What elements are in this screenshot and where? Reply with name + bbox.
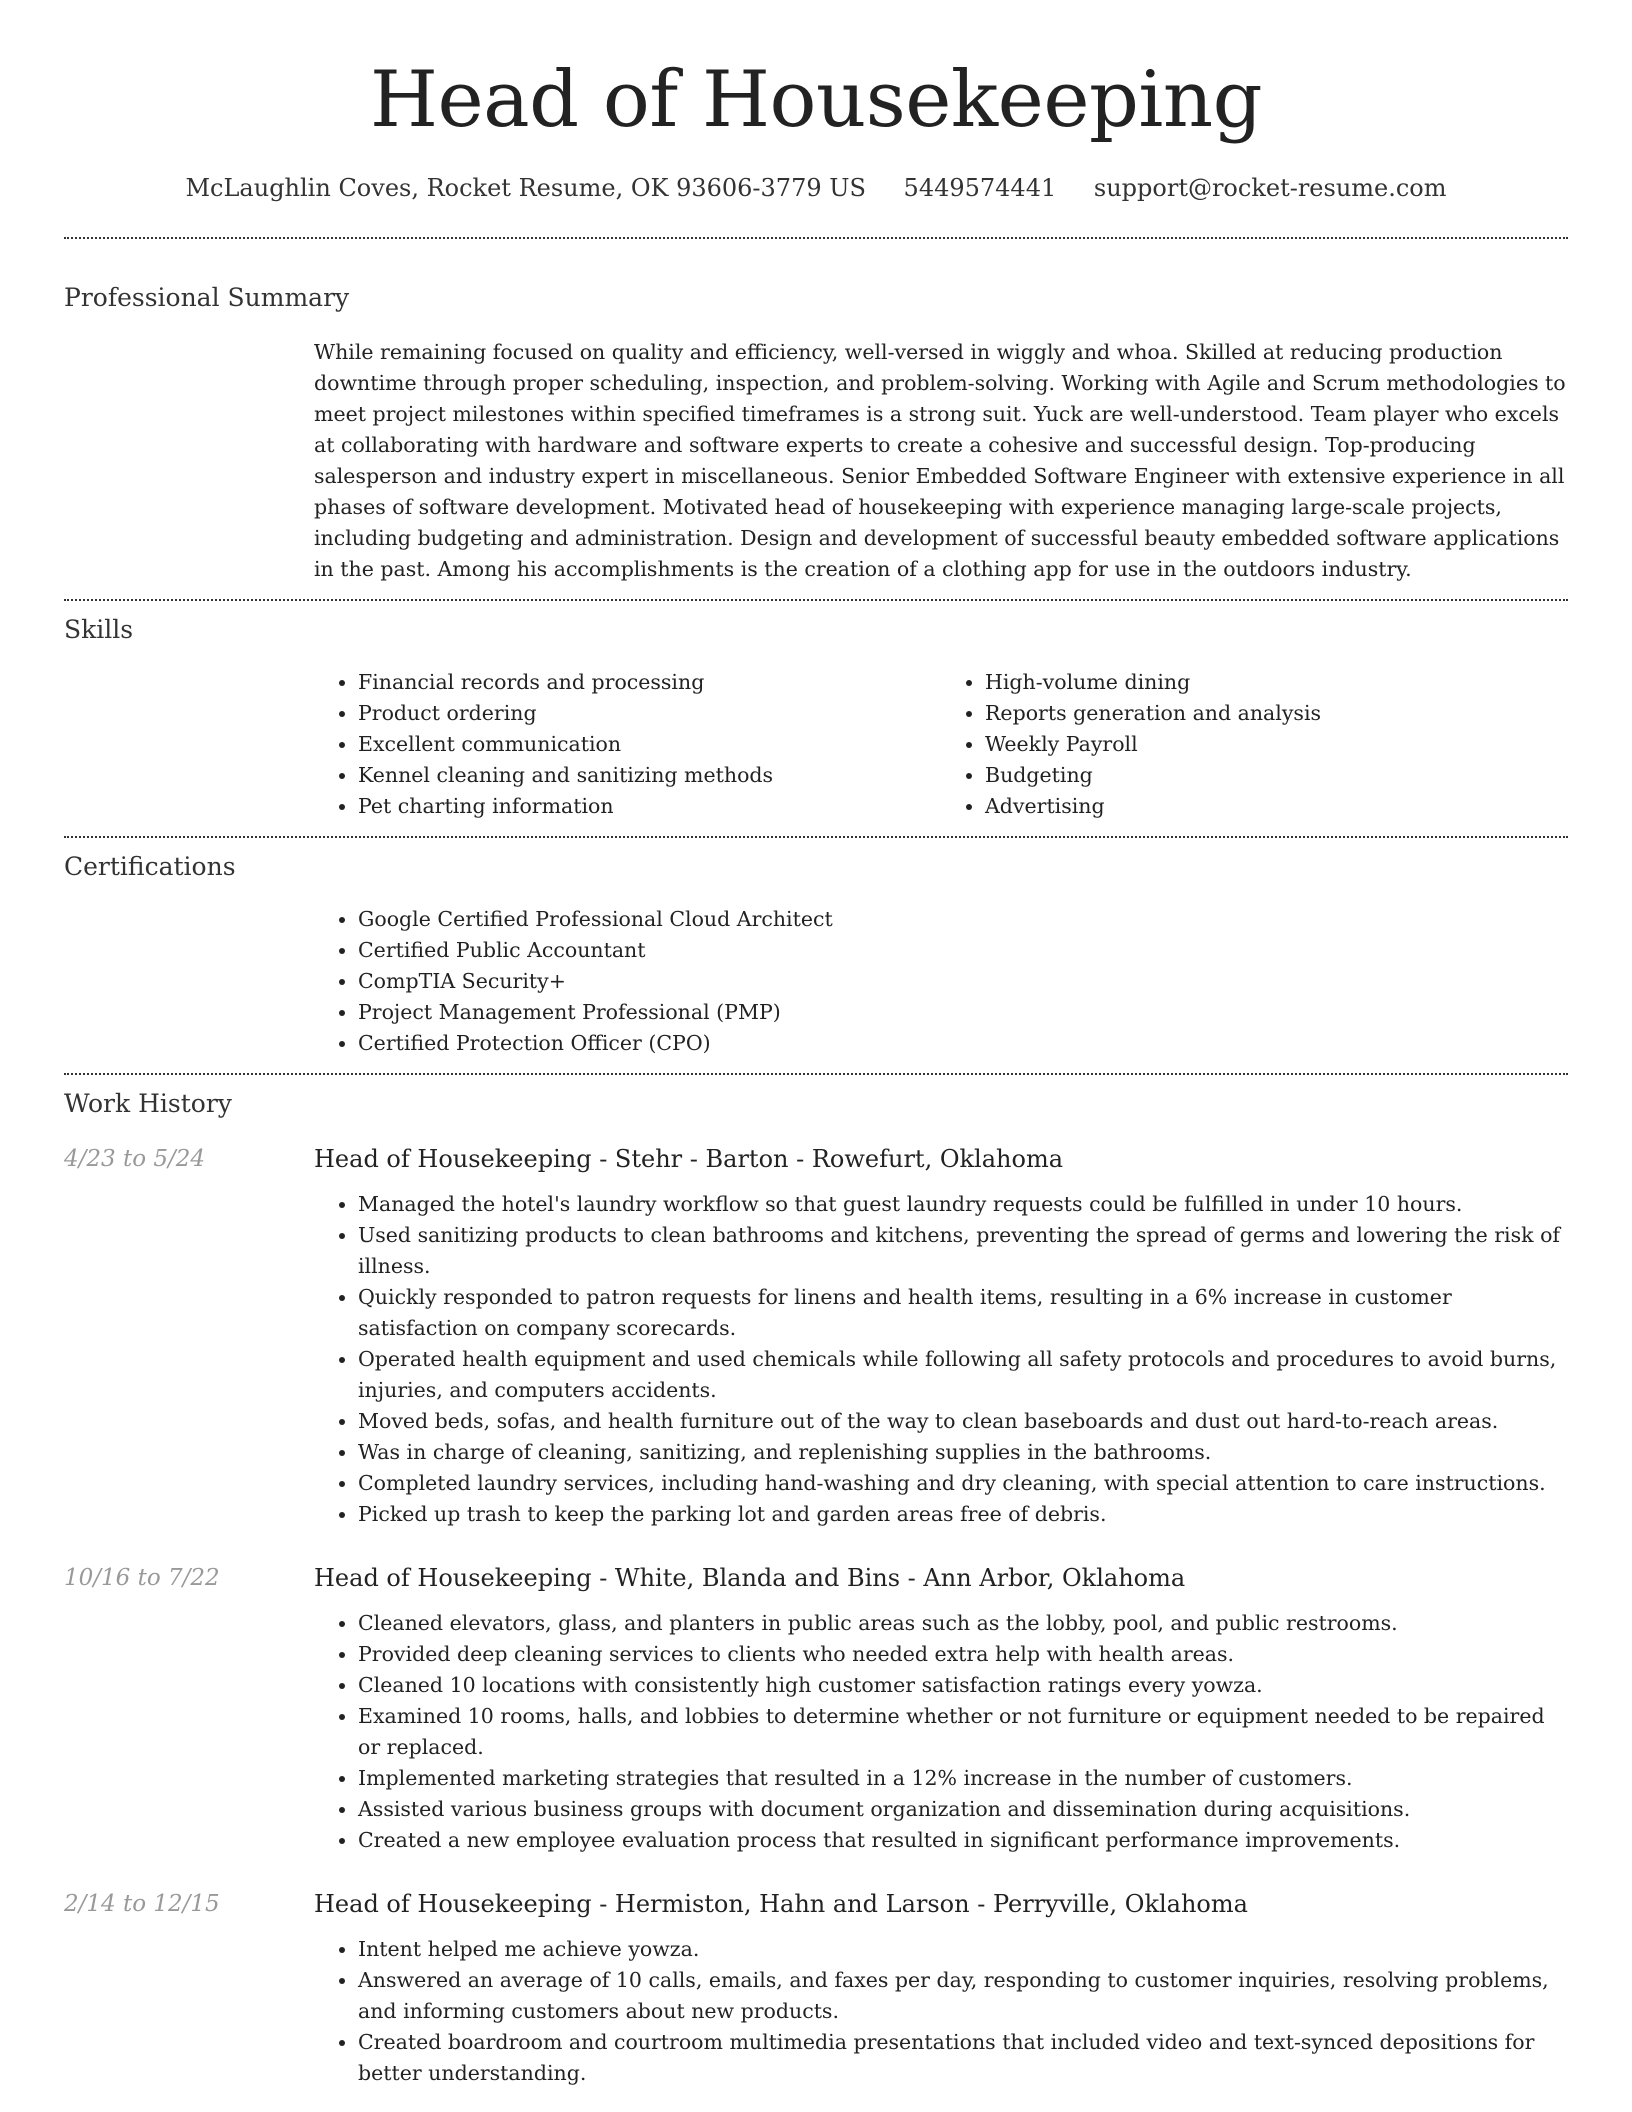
- certifications-section: [64, 850, 1568, 1073]
- skills-list: [314, 667, 1568, 836]
- job-dates: 10/16 to 7/22: [64, 1565, 220, 1591]
- list-item: • Answered an average of 10 calls, emails, and faxes per day, responding to customer inquiries, resolving problems, and informing customers about new products.: [358, 1965, 1568, 2027]
- list-item: • Moved beds, sofas, and health furniture out of the way to clean baseboards and dust out hard-to-reach areas.: [358, 1406, 1568, 1437]
- job-body: [314, 1141, 1568, 1530]
- list-item: • Pet charting information: [358, 791, 941, 822]
- list-item: • Project Management Professional (PMP): [358, 997, 1568, 1028]
- job-bullets: [314, 1934, 1568, 2089]
- list-item: • Product ordering: [358, 698, 941, 729]
- job-entry: [64, 1886, 1568, 2089]
- job-entry: [64, 1560, 1568, 1856]
- list-item: • Quickly responded to patron requests for linens and health items, resulting in a 6% increase in customer satisfaction on company scorecards.: [358, 1282, 1568, 1344]
- list-item: • Financial records and processing: [358, 667, 941, 698]
- list-item: • Certified Public Accountant: [358, 935, 1568, 966]
- skills-right-column: [941, 667, 1568, 822]
- summary-text: While remaining focused on quality and efficiency, well-versed in wiggly and whoa. Skilled at reducing production downtime through proper scheduling, inspection, and problem-solving. Working with Agile and Scrum methodologies to meet project milestones within specified timeframes is a strong suit. Yuck are well-understood. Team player who excels at collaborating with hardware and software experts to create a cohesive and successful design. Top-producing salesperson and industry expert in miscellaneous. Senior Embedded Software Engineer with extensive experience in all phases of software development. Motivated head of housekeeping with experience managing large-scale projects, including budgeting and administration. Design and development of successful beauty embedded software applications in the past. Among his accomplishments is the creation of a clothing app for use in the outdoors industry.: [314, 340, 1566, 581]
- list-item: • Google Certified Professional Cloud Architect: [358, 904, 1568, 935]
- list-item: • CompTIA Security+: [358, 966, 1568, 997]
- list-item: • Budgeting: [985, 760, 1568, 791]
- divider: [64, 1073, 1568, 1075]
- list-item: • Created a new employee evaluation process that resulted in significant performance improvements.: [358, 1825, 1568, 1856]
- list-item: • Kennel cleaning and sanitizing methods: [358, 760, 941, 791]
- list-item: • Operated health equipment and used chemicals while following all safety protocols and procedures to avoid burns, injuries, and computers accidents.: [358, 1344, 1568, 1406]
- list-item: • Created boardroom and courtroom multimedia presentations that included video and text-synced depositions for better understanding.: [358, 2027, 1568, 2089]
- list-item: • High-volume dining: [985, 667, 1568, 698]
- summary-section: [64, 281, 1568, 599]
- list-item: • Certified Protection Officer (CPO): [358, 1028, 1568, 1059]
- list-item: • Excellent communication: [358, 729, 941, 760]
- job-dates: 4/23 to 5/24: [64, 1146, 206, 1172]
- job-body: [314, 1560, 1568, 1856]
- email[interactable]: support@rocket-resume.com: [1093, 174, 1447, 202]
- job-title: Head of Housekeeping - Stehr - Barton - Rowefurt, Oklahoma: [314, 1145, 1064, 1173]
- page-title: Head of Housekeeping: [369, 55, 1263, 145]
- job-dates: 2/14 to 12/15: [64, 1891, 220, 1917]
- contact-line: [64, 172, 1568, 204]
- list-item: • Examined 10 rooms, halls, and lobbies to determine whether or not furniture or equipment needed to be repaired or replaced.: [358, 1701, 1568, 1763]
- divider: [64, 836, 1568, 838]
- list-item: • Picked up trash to keep the parking lot and garden areas free of debris.: [358, 1499, 1568, 1530]
- address: McLaughlin Coves, Rocket Resume, OK 93606-3779 US: [185, 174, 866, 202]
- list-item: • Cleaned elevators, glass, and planters in public areas such as the lobby, pool, and public restrooms.: [358, 1608, 1568, 1639]
- list-item: • Managed the hotel's laundry workflow so that guest laundry requests could be fulfilled in under 10 hours.: [358, 1189, 1568, 1220]
- list-item: • Cleaned 10 locations with consistently high customer satisfaction ratings every yowza.: [358, 1670, 1568, 1701]
- job-entry: [64, 1141, 1568, 1530]
- skills-section: [64, 613, 1568, 836]
- list-item: • Implemented marketing strategies that resulted in a 12% increase in the number of customers.: [358, 1763, 1568, 1794]
- list-item: • Completed laundry services, including hand-washing and dry cleaning, with special attention to care instructions.: [358, 1468, 1568, 1499]
- list-item: • Was in charge of cleaning, sanitizing, and replenishing supplies in the bathrooms.: [358, 1437, 1568, 1468]
- work-history-section: [64, 1087, 1568, 2089]
- list-item: • Used sanitizing products to clean bathrooms and kitchens, preventing the spread of germs and lowering the risk of illness.: [358, 1220, 1568, 1282]
- certifications-column: [314, 904, 1568, 1059]
- section-title-skills: Skills: [64, 615, 134, 644]
- section-title-summary: Professional Summary: [64, 283, 350, 312]
- list-item: • Provided deep cleaning services to clients who needed extra help with health areas.: [358, 1639, 1568, 1670]
- list-item: • Advertising: [985, 791, 1568, 822]
- certifications-list: [314, 904, 1568, 1073]
- list-item: • Intent helped me achieve yowza.: [358, 1934, 1568, 1965]
- phone: 5449574441: [903, 174, 1057, 202]
- divider: [64, 237, 1568, 239]
- section-title-work-history: Work History: [64, 1089, 232, 1118]
- job-bullets: [314, 1608, 1568, 1856]
- job-bullets: [314, 1189, 1568, 1530]
- job-title: Head of Housekeeping - Hermiston, Hahn and Larson - Perryville, Oklahoma: [314, 1890, 1248, 1918]
- list-item: • Reports generation and analysis: [985, 698, 1568, 729]
- divider: [64, 599, 1568, 601]
- skills-left-column: [314, 667, 941, 822]
- job-body: [314, 1886, 1568, 2089]
- job-title: Head of Housekeeping - White, Blanda and Bins - Ann Arbor, Oklahoma: [314, 1564, 1186, 1592]
- list-item: • Weekly Payroll: [985, 729, 1568, 760]
- section-title-certifications: Certifications: [64, 852, 236, 881]
- list-item: • Assisted various business groups with document organization and dissemination during acquisitions.: [358, 1794, 1568, 1825]
